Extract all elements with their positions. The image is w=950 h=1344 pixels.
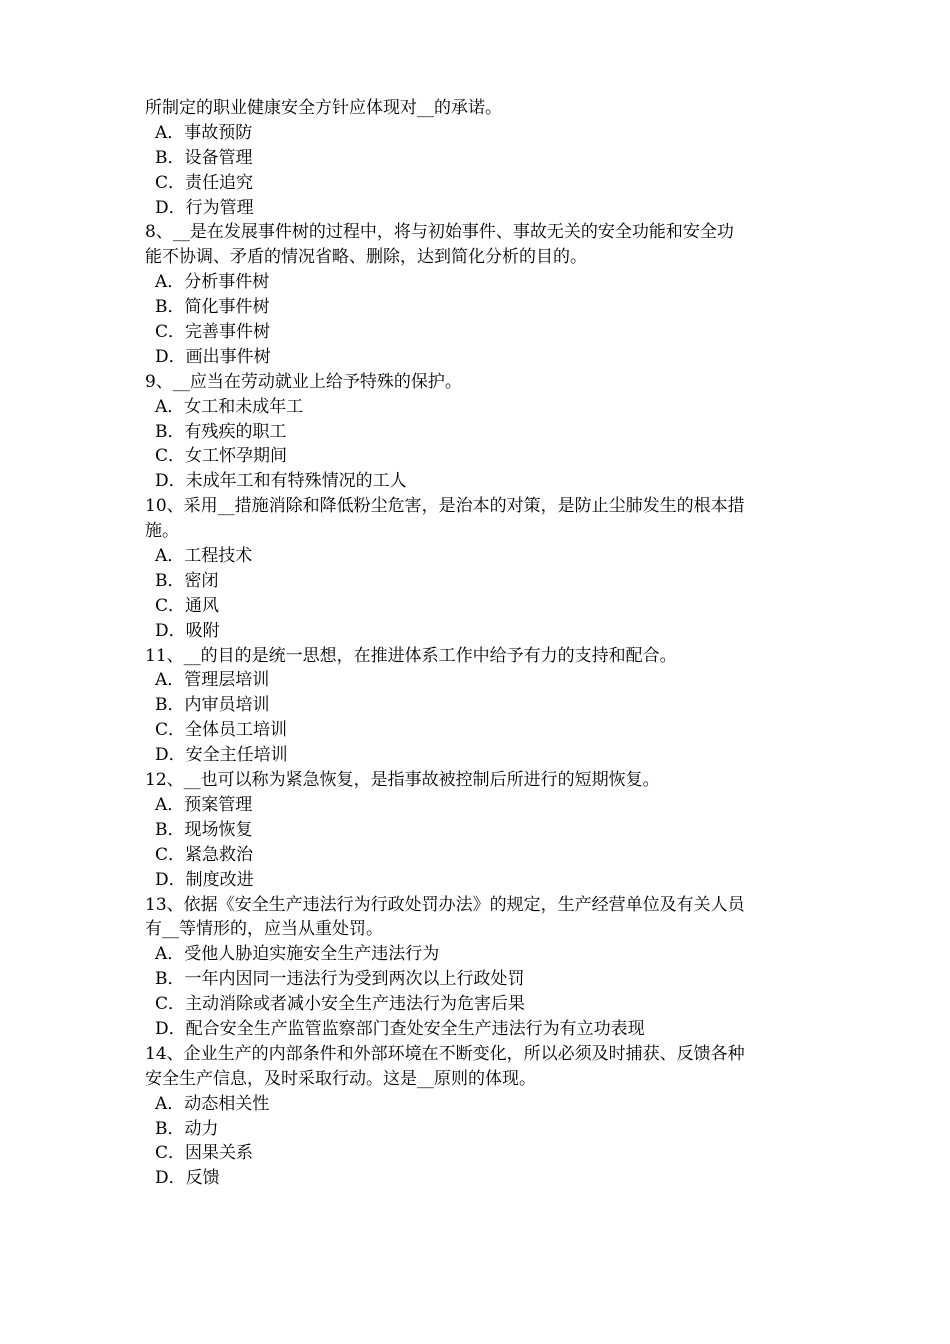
option-b: B．一年内因同一违法行为受到两次以上行政处罚 [155, 969, 525, 990]
option-c: C．女工怀孕期间 [155, 446, 288, 467]
document-page [145, 96, 825, 1191]
option-d: D．未成年工和有特殊情况的工人 [155, 471, 407, 492]
option-d: D．安全主任培训 [155, 745, 288, 766]
option-b: B．有残疾的职工 [155, 421, 287, 442]
option-a: A．事故预防 [155, 122, 253, 143]
option-b: B．设备管理 [155, 147, 253, 168]
option-a: A．工程技术 [155, 546, 253, 567]
option-c: C．责任追究 [155, 172, 254, 193]
option-b: B．简化事件树 [155, 297, 270, 318]
question-text: 9、__应当在劳动就业上给予特殊的保护。 [145, 371, 462, 392]
question-block [145, 644, 825, 768]
option-c: C．因果关系 [155, 1143, 254, 1164]
question-text: 能不协调、矛盾的情况省略、删除，达到简化分析的目的。 [145, 247, 587, 268]
option-d: D．反馈 [155, 1168, 220, 1189]
question-text: 14、企业生产的内部条件和外部环境在不断变化，所以必须及时捕获、反馈各种 [145, 1043, 745, 1064]
option-b: B．现场恢复 [155, 819, 253, 840]
question-text: 施。 [145, 521, 179, 542]
option-d: D．画出事件树 [155, 346, 271, 367]
option-a: A．女工和未成年工 [155, 396, 304, 417]
option-a: A．受他人胁迫实施安全生产违法行为 [155, 944, 440, 965]
question-text: 12、__也可以称为紧急恢复，是指事故被控制后所进行的短期恢复。 [145, 770, 660, 791]
option-d: D．行为管理 [155, 197, 254, 218]
option-a: A．动态相关性 [155, 1093, 270, 1114]
question-text: 13、依据《安全生产违法行为行政处罚办法》的规定，生产经营单位及有关人员 [145, 894, 745, 915]
option-a: A．预案管理 [155, 794, 253, 815]
option-c: C．主动消除或者减小安全生产违法行为危害后果 [155, 994, 526, 1015]
option-a: A．管理层培训 [155, 670, 270, 691]
option-d: D．制度改进 [155, 869, 254, 890]
option-b: B．动力 [155, 1118, 219, 1139]
question-block [145, 370, 825, 494]
option-c: C．全体员工培训 [155, 720, 288, 741]
option-b: B．内审员培训 [155, 695, 270, 716]
option-c: C．完善事件树 [155, 322, 271, 343]
option-a: A．分析事件树 [155, 272, 270, 293]
question-text: 11、__的目的是统一思想，在推进体系工作中给予有力的支持和配合。 [145, 645, 677, 666]
question-text: 安全生产信息，及时采取行动。这是__原则的体现。 [145, 1068, 536, 1089]
option-c: C．紧急救治 [155, 844, 254, 865]
option-c: C．通风 [155, 595, 220, 616]
option-d: D．配合安全生产监管监察部门查处安全生产违法行为有立功表现 [155, 1018, 645, 1039]
question-text: 有__等情形的，应当从重处罚。 [145, 919, 383, 940]
option-b: B．密闭 [155, 570, 219, 591]
question-text: 所制定的职业健康安全方针应体现对__的承诺。 [145, 98, 502, 118]
question-block [145, 768, 825, 892]
question-block [145, 494, 825, 643]
option-d: D．吸附 [155, 620, 220, 641]
question-text: 10、采用__措施消除和降低粉尘危害，是治本的对策，是防止尘肺发生的根本措 [145, 496, 745, 517]
question-block [145, 220, 825, 369]
question-text: 8、__是在发展事件树的过程中，将与初始事件、事故无关的安全功能和安全功 [145, 222, 734, 243]
question-block [145, 1042, 825, 1191]
question-block [145, 893, 825, 1042]
question-block [145, 96, 825, 220]
